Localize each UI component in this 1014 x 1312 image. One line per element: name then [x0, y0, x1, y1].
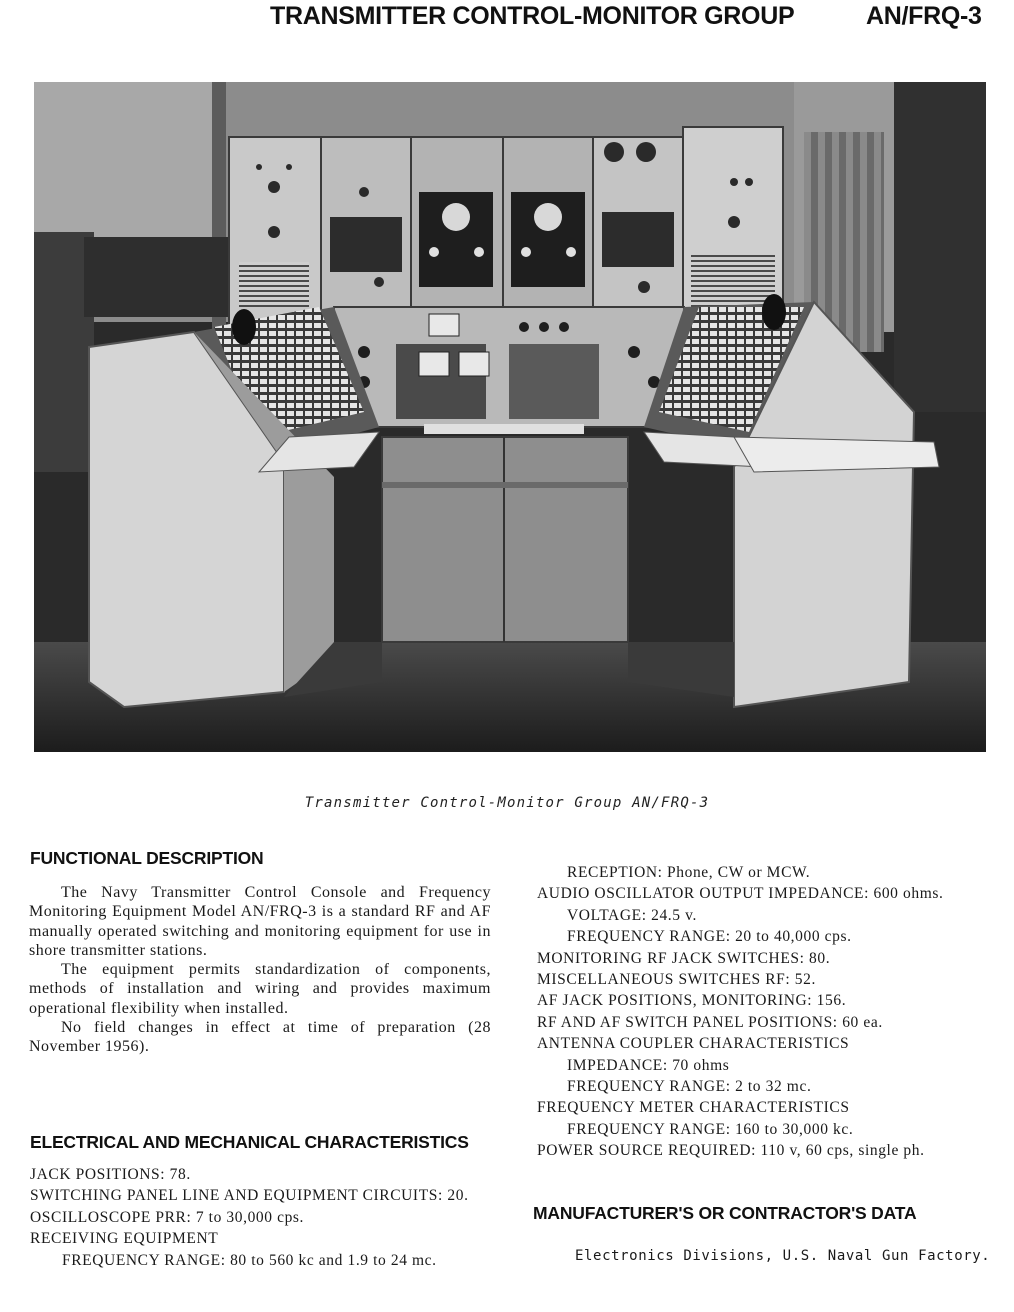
spec-line: POWER SOURCE REQUIRED: 110 v, 60 cps, single ph. [537, 1142, 925, 1160]
spec-line: AUDIO OSCILLATOR OUTPUT IMPEDANCE: 600 ohms. [537, 885, 944, 903]
page-title: TRANSMITTER CONTROL-MONITOR GROUP [270, 2, 795, 30]
functional-description-body [29, 883, 491, 1057]
manufacturer-heading: MANUFACTURER'S OR CONTRACTOR'S DATA [533, 1203, 917, 1223]
functional-paragraph: The Navy Transmitter Control Console and Frequency Monitoring Equipment Model AN/FRQ-3 is a standard RF and AF manually operated switching and monitoring equipment for use in shore transmitter stations. [29, 884, 491, 959]
spec-line: FREQUENCY RANGE: 80 to 560 kc and 1.9 to 24 mc. [62, 1251, 437, 1269]
spec-line: SWITCHING PANEL LINE AND EQUIPMENT CIRCUITS: 20. [30, 1187, 469, 1205]
manufacturer-body: Electronics Divisions, U.S. Naval Gun Factory. [575, 1248, 991, 1264]
spec-line: FREQUENCY RANGE: 2 to 32 mc. [567, 1078, 812, 1096]
spec-line: JACK POSITIONS: 78. [30, 1166, 191, 1183]
spec-line: MONITORING RF JACK SWITCHES: 80. [537, 949, 831, 967]
functional-description-heading: FUNCTIONAL DESCRIPTION [30, 848, 264, 868]
functional-paragraph: No field changes in effect at time of preparation (28 November 1956). [29, 1019, 491, 1056]
spec-line: FREQUENCY RANGE: 20 to 40,000 cps. [567, 928, 852, 946]
equipment-photo [34, 82, 986, 752]
functional-paragraph: The equipment permits standardization of components, methods of installation and wiring and provides maximum operational flexibility when installed. [29, 961, 491, 1017]
spec-line: AF JACK POSITIONS, MONITORING: 156. [537, 992, 847, 1010]
spec-line: IMPEDANCE: 70 ohms [567, 1056, 730, 1074]
spec-line: FREQUENCY RANGE: 160 to 30,000 kc. [567, 1120, 854, 1138]
model-designation: AN/FRQ-3 [866, 2, 982, 30]
electrical-characteristics-heading: ELECTRICAL AND MECHANICAL CHARACTERISTICS [30, 1132, 469, 1152]
spec-line: RF AND AF SWITCH PANEL POSITIONS: 60 ea. [537, 1013, 883, 1031]
spec-line: OSCILLOSCOPE PRR: 7 to 30,000 cps. [30, 1208, 305, 1226]
photo-caption: Transmitter Control-Monitor Group AN/FRQ-3 [304, 795, 710, 811]
spec-line: FREQUENCY METER CHARACTERISTICS [537, 1099, 850, 1117]
spec-line: RECEIVING EQUIPMENT [30, 1230, 219, 1248]
spec-line: VOLTAGE: 24.5 v. [567, 906, 697, 924]
spec-line: ANTENNA COUPLER CHARACTERISTICS [537, 1035, 850, 1053]
spec-line: RECEPTION: Phone, CW or MCW. [567, 864, 811, 881]
specs-right-column [537, 862, 1007, 1162]
spec-line: MISCELLANEOUS SWITCHES RF: 52. [537, 971, 816, 989]
specs-left-column [30, 1164, 500, 1271]
